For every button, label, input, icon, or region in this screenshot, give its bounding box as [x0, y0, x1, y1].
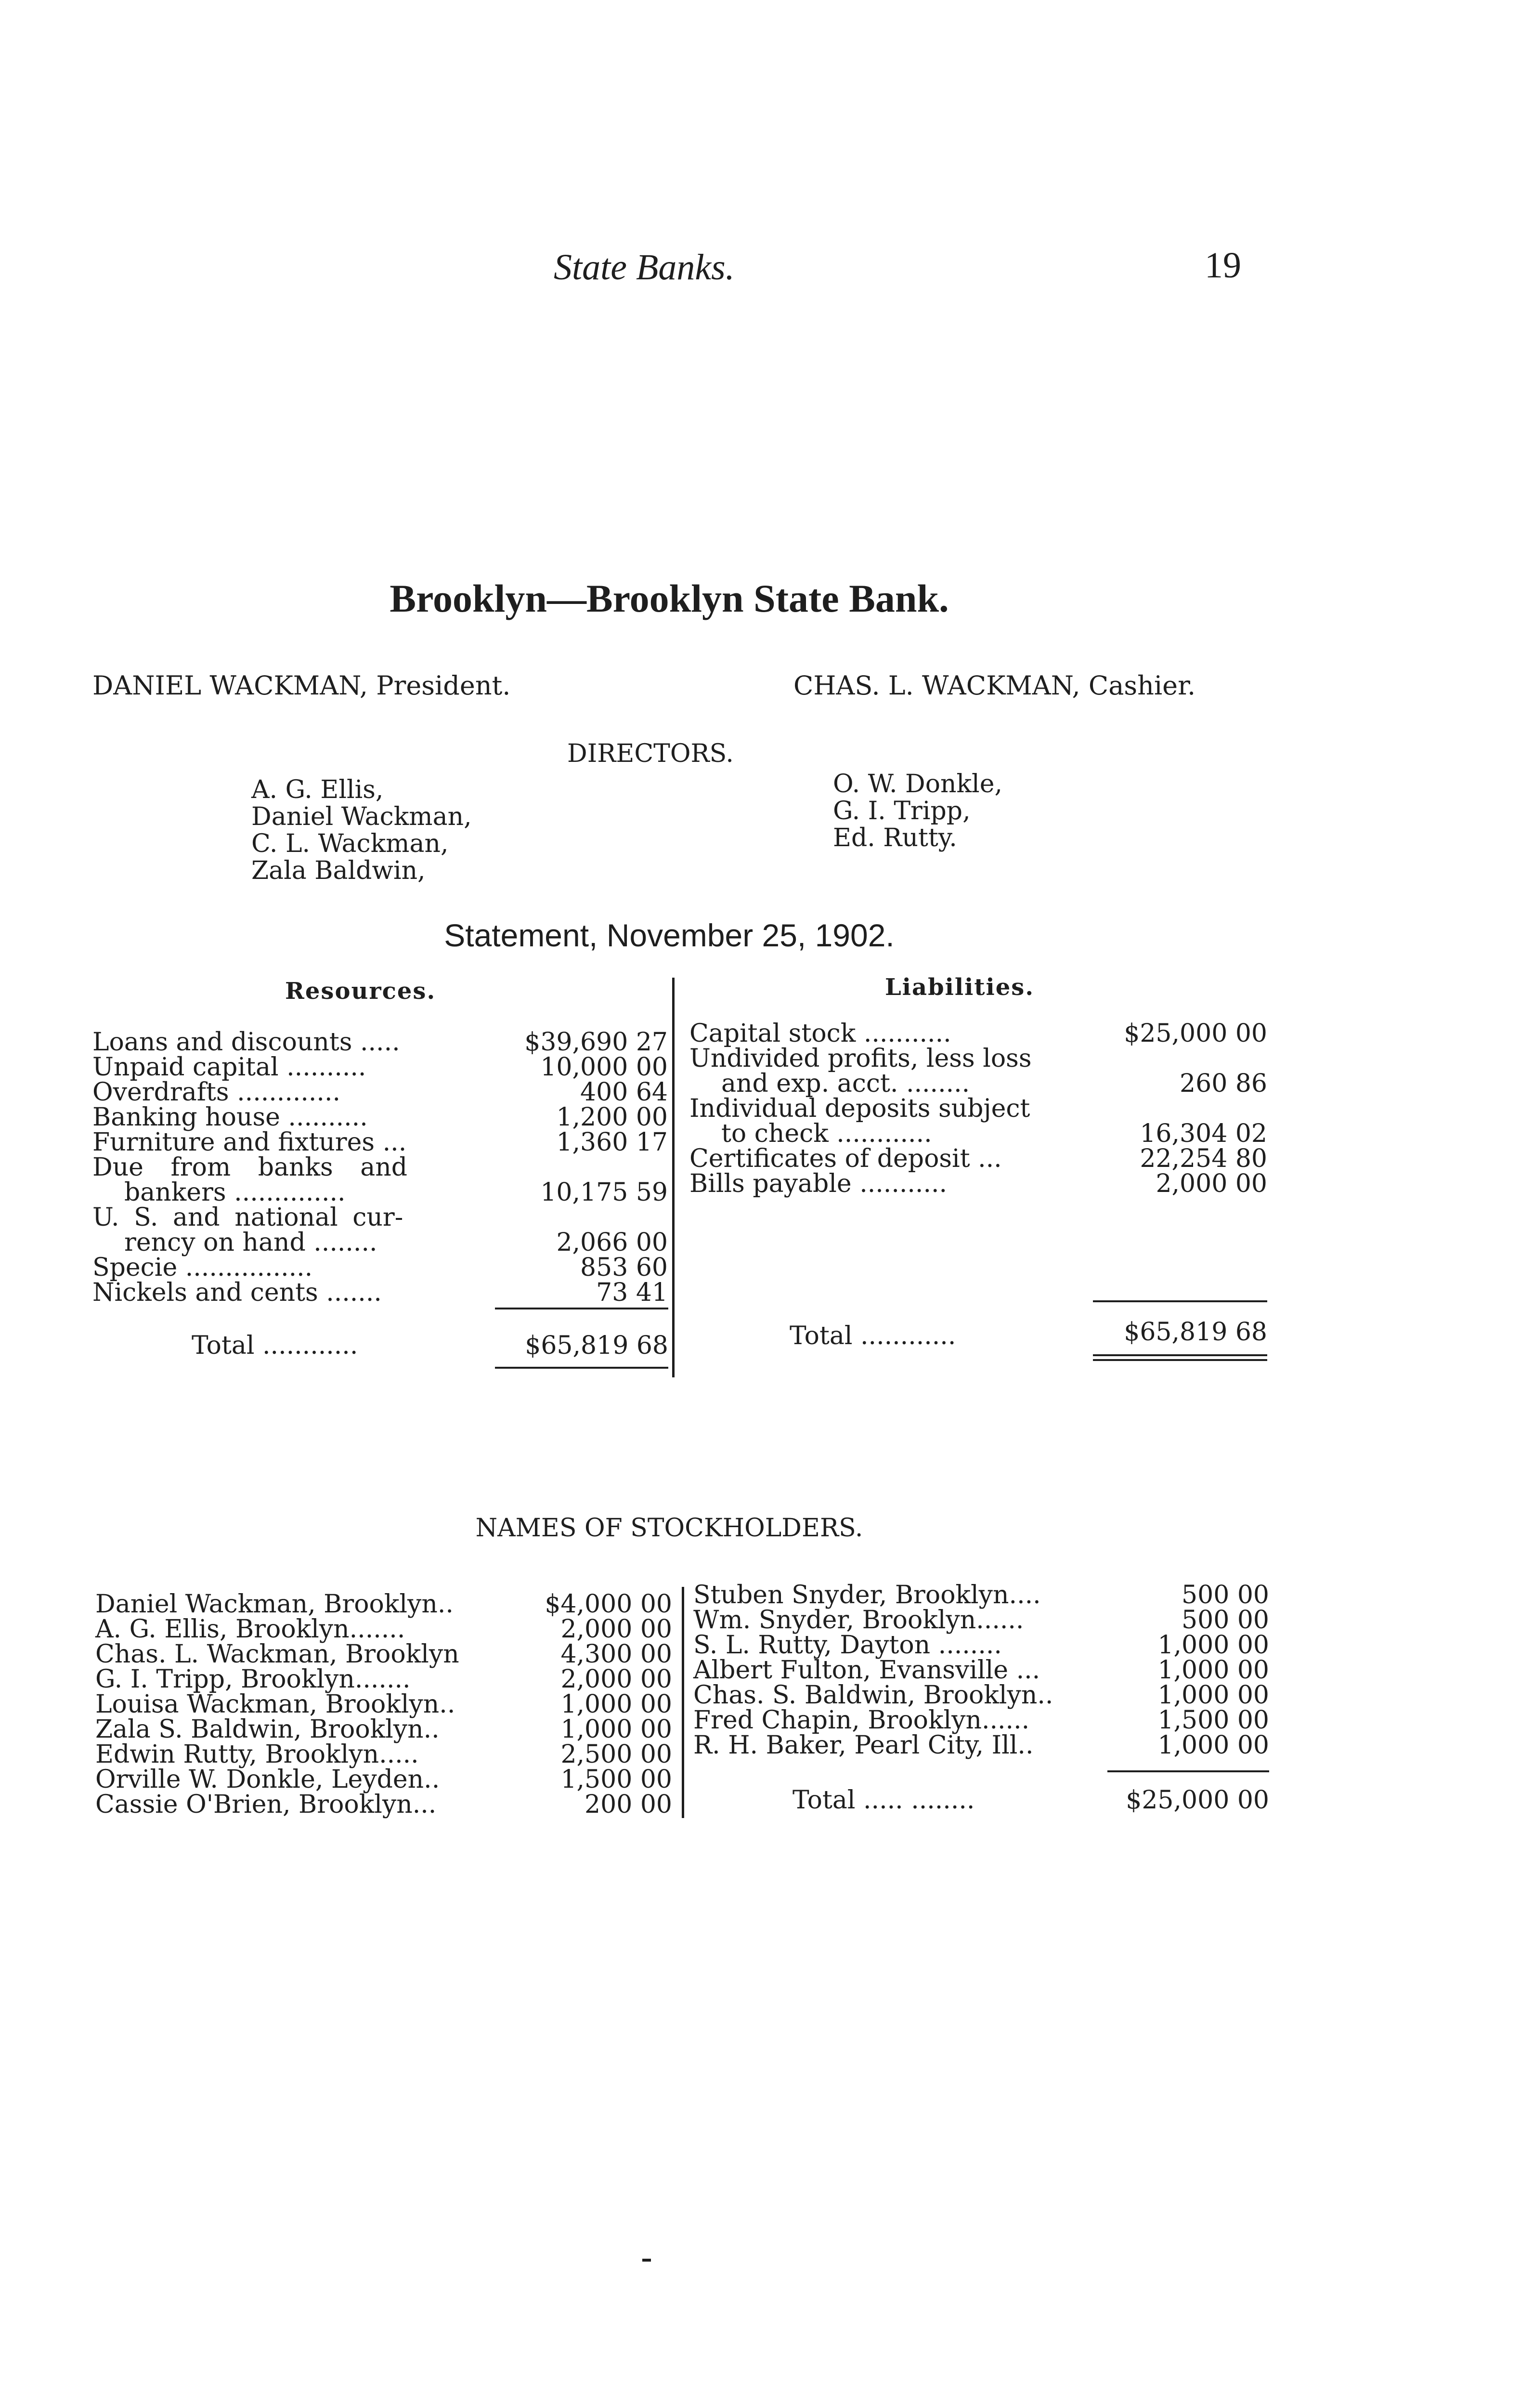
bank-title: Brooklyn—Brooklyn State Bank.: [390, 576, 949, 620]
stockholders-divider: [682, 1587, 684, 1818]
stockholder-row: [95, 1692, 672, 1717]
resource-label: Banking house ..........: [92, 1103, 368, 1132]
stockholder-row: [95, 1667, 672, 1692]
page-number: 19: [1205, 245, 1241, 286]
liability-row: [689, 1121, 1267, 1146]
resource-amount: 2,066 00: [556, 1228, 668, 1257]
stockholder-row: [95, 1742, 672, 1767]
stockholder-amount: 2,000 00: [560, 1615, 672, 1644]
stockholders-right-list: [693, 1583, 1269, 1758]
stockholder-name: S. L. Rutty, Dayton ........: [693, 1631, 1002, 1660]
stockholder-amount: $4,000 00: [545, 1590, 672, 1619]
liability-label: Capital stock ...........: [689, 1019, 951, 1048]
directors-left-list: [251, 776, 472, 884]
resource-amount: 10,175 59: [540, 1178, 668, 1207]
liability-row: [689, 1146, 1267, 1171]
director-name: G. I. Tripp,: [833, 797, 971, 825]
liabilities-heading: Liabilities.: [885, 974, 1035, 1001]
liability-row: [689, 1071, 1267, 1096]
liability-amount: 260 86: [1180, 1069, 1267, 1098]
stockholder-amount: 1,000 00: [1157, 1731, 1269, 1760]
resource-label: Due from banks and: [92, 1153, 408, 1182]
resources-table: [92, 1030, 668, 1305]
stockholder-row: [95, 1717, 672, 1742]
stockholder-name: Daniel Wackman, Brooklyn..: [95, 1590, 454, 1619]
resource-label: Furniture and fixtures ...: [92, 1128, 407, 1157]
stockholders-heading: NAMES OF STOCKHOLDERS.: [475, 1514, 863, 1543]
resource-row: [92, 1205, 668, 1230]
stockholder-name: Louisa Wackman, Brooklyn..: [95, 1690, 455, 1719]
stockholder-row: [693, 1708, 1269, 1733]
liability-label: Undivided profits, less loss: [689, 1044, 1032, 1073]
liabilities-subtotal-rule: [1093, 1300, 1267, 1302]
stockholder-name: Chas. S. Baldwin, Brooklyn..: [693, 1681, 1053, 1710]
resource-row: [92, 1255, 668, 1280]
resource-amount: $39,690 27: [524, 1028, 668, 1057]
director-name: O. W. Donkle,: [833, 770, 1002, 798]
stockholder-name: Stuben Snyder, Brooklyn....: [693, 1581, 1041, 1610]
stockholder-amount: 500 00: [1182, 1606, 1269, 1635]
stockholder-name: Zala S. Baldwin, Brooklyn..: [95, 1715, 440, 1744]
resource-row: [92, 1155, 668, 1180]
director-name: C. L. Wackman,: [251, 829, 449, 858]
resources-total-rule: [495, 1367, 668, 1369]
liability-label: Certificates of deposit ...: [689, 1144, 1002, 1173]
stockholder-row: [693, 1658, 1269, 1683]
stockholder-row: [95, 1642, 672, 1667]
liability-label: Individual deposits subject: [689, 1094, 1030, 1123]
stockholder-row: [95, 1767, 672, 1792]
resource-amount: 1,200 00: [556, 1103, 668, 1132]
resource-row: [92, 1055, 668, 1080]
stockholder-amount: 1,000 00: [1157, 1656, 1269, 1685]
stockholders-total-label: Total ..... ........: [792, 1786, 975, 1815]
director-name: Ed. Rutty.: [833, 824, 957, 852]
cashier-line: CHAS. L. WACKMAN, Cashier.: [793, 670, 1196, 701]
resources-total-amount: $65,819 68: [525, 1331, 668, 1360]
liability-row: [689, 1096, 1267, 1121]
liability-amount: $25,000 00: [1124, 1019, 1267, 1048]
liability-label: Bills payable ...........: [689, 1169, 948, 1198]
resources-total-label: Total ............: [192, 1331, 358, 1360]
resource-amount: 853 60: [580, 1253, 668, 1282]
stockholder-amount: 1,000 00: [1157, 1681, 1269, 1710]
resource-label: Unpaid capital ..........: [92, 1053, 366, 1082]
resource-row: [92, 1130, 668, 1155]
stockholder-name: Fred Chapin, Brooklyn......: [693, 1706, 1030, 1735]
stockholder-amount: 1,000 00: [560, 1715, 672, 1744]
resource-label: U. S. and national cur-: [92, 1203, 403, 1232]
stockholders-left-list: [95, 1592, 672, 1817]
liabilities-table: [689, 1021, 1267, 1196]
liability-label: to check ............: [721, 1119, 932, 1148]
stockholder-name: R. H. Baker, Pearl City, Ill..: [693, 1731, 1034, 1760]
stockholder-row: [693, 1608, 1269, 1633]
resource-label: Nickels and cents .......: [92, 1278, 382, 1307]
resource-label: rency on hand ........: [124, 1228, 377, 1257]
stockholder-amount: 4,300 00: [560, 1640, 672, 1669]
liabilities-total-rule: [1093, 1354, 1267, 1356]
running-title: State Banks.: [554, 247, 735, 288]
resource-label: Loans and discounts .....: [92, 1028, 400, 1057]
liabilities-total-amount: $65,819 68: [1124, 1318, 1267, 1347]
liability-amount: 2,000 00: [1156, 1169, 1267, 1198]
director-name: Zala Baldwin,: [251, 856, 426, 885]
stockholder-row: [693, 1733, 1269, 1758]
director-name: A. G. Ellis,: [251, 775, 384, 804]
stockholder-name: G. I. Tripp, Brooklyn.......: [95, 1665, 411, 1694]
stockholder-name: Orville W. Donkle, Leyden..: [95, 1765, 440, 1794]
director-name: Daniel Wackman,: [251, 802, 472, 831]
statement-divider: [672, 978, 675, 1377]
stockholder-name: Chas. L. Wackman, Brooklyn: [95, 1640, 459, 1669]
resource-row: [92, 1080, 668, 1105]
stockholder-amount: 2,500 00: [560, 1740, 672, 1769]
resource-row: [92, 1105, 668, 1130]
liability-row: [689, 1046, 1267, 1071]
resource-label: Specie ................: [92, 1253, 313, 1282]
resource-row: [92, 1230, 668, 1255]
stockholder-row: [95, 1617, 672, 1642]
resource-amount: 73 41: [596, 1278, 668, 1307]
liability-row: [689, 1171, 1267, 1196]
stray-mark: [642, 2259, 651, 2262]
stockholder-name: A. G. Ellis, Brooklyn.......: [95, 1615, 405, 1644]
resource-label: bankers ..............: [124, 1178, 346, 1207]
resources-heading: Resources.: [285, 978, 436, 1005]
resource-label: Overdrafts .............: [92, 1078, 341, 1107]
liability-label: and exp. acct. ........: [721, 1069, 970, 1098]
liability-row: [689, 1021, 1267, 1046]
directors-right-list: [833, 771, 1002, 851]
statement-title: Statement, November 25, 1902.: [444, 917, 895, 953]
stockholder-row: [95, 1592, 672, 1617]
stockholder-row: [693, 1583, 1269, 1608]
liability-amount: 22,254 80: [1140, 1144, 1267, 1173]
directors-heading: DIRECTORS.: [567, 739, 734, 768]
stockholder-amount: 1,000 00: [1157, 1631, 1269, 1660]
resource-amount: 400 64: [580, 1078, 668, 1107]
liabilities-total-label: Total ............: [790, 1322, 956, 1350]
stockholder-amount: 1,500 00: [560, 1765, 672, 1794]
stockholder-row: [693, 1683, 1269, 1708]
stockholders-total-rule: [1107, 1770, 1269, 1772]
stockholder-amount: 1,000 00: [560, 1690, 672, 1719]
stockholder-name: Cassie O'Brien, Brooklyn...: [95, 1790, 437, 1819]
president-line: DANIEL WACKMAN, President.: [92, 670, 511, 701]
stockholders-total-amount: $25,000 00: [1126, 1786, 1269, 1815]
stockholder-amount: 200 00: [585, 1790, 672, 1819]
stockholder-row: [693, 1633, 1269, 1658]
liabilities-total-double-rule: [1093, 1359, 1267, 1361]
resource-row: [92, 1280, 668, 1305]
stockholder-name: Wm. Snyder, Brooklyn......: [693, 1606, 1024, 1635]
resource-row: [92, 1030, 668, 1055]
resource-amount: 1,360 17: [556, 1128, 668, 1157]
resource-amount: 10,000 00: [540, 1053, 668, 1082]
liability-amount: 16,304 02: [1140, 1119, 1267, 1148]
resources-subtotal-rule: [495, 1308, 668, 1309]
stockholder-amount: 500 00: [1182, 1581, 1269, 1610]
stockholder-name: Edwin Rutty, Brooklyn.....: [95, 1740, 419, 1769]
stockholder-name: Albert Fulton, Evansville ...: [693, 1656, 1040, 1685]
resource-row: [92, 1180, 668, 1205]
stockholder-amount: 1,500 00: [1157, 1706, 1269, 1735]
stockholder-amount: 2,000 00: [560, 1665, 672, 1694]
stockholder-row: [95, 1792, 672, 1817]
